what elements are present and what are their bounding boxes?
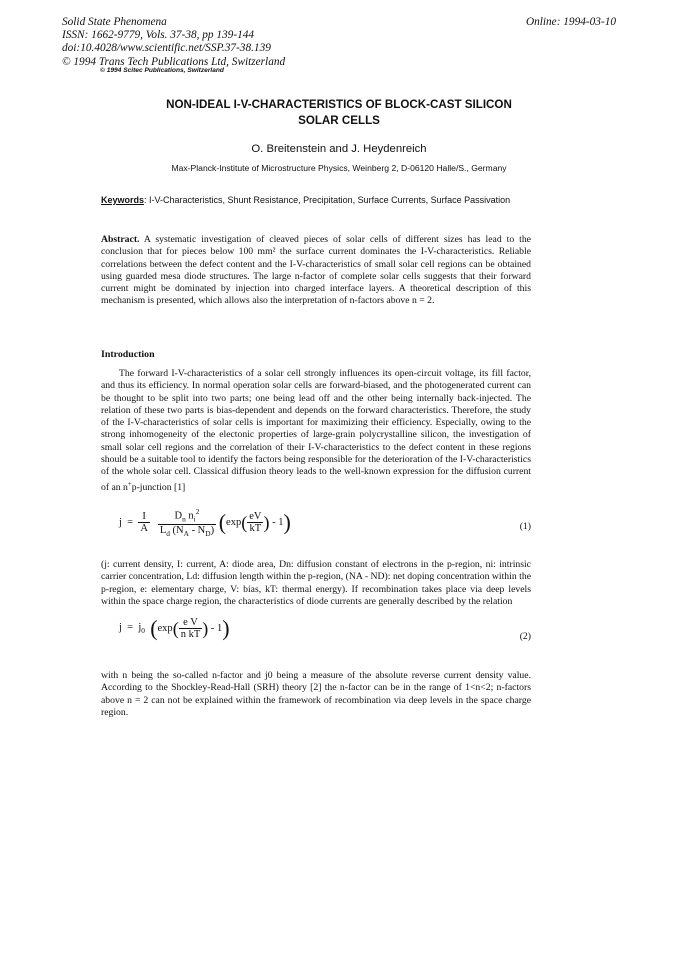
equation-2-formula: $j = j_0$ (exp( $\frac{\text{e V}}{\text{n kT}}$ ) - 1) <box>119 615 230 641</box>
equation-2 <box>101 617 531 657</box>
abstract-label: Abstract. <box>101 234 140 245</box>
affiliation: Max-Planck-Institute of Microstructure Physics, Weinberg 2, D-06120 Halle/S., Germany <box>171 163 507 173</box>
section-heading-introduction: Introduction <box>101 349 155 360</box>
journal-name: Solid State Phenomena <box>62 16 167 28</box>
equation-2-number: (2) <box>519 631 531 642</box>
keywords-label: Keywords <box>101 195 145 205</box>
abstract-text: A systematic investigation of cleaved pieces of solar cells of different sizes has lead to the conclusion that for pieces below 100 mm² the surface current dominates the I-V-characteristics. Reliable correlations between the defect content and the I-V-characteristics of small solar cell regions can be obtained using guarded mesa diode structures. The large n-factor of complete solar cells suggests that their forward current might be dominated by injection into charged interface layers. A theoretical description of this mechanism is presented, which allows also the interpretation of n-factors above n = 2. <box>101 234 531 307</box>
authors: O. Breitenstein and J. Heydenreich <box>251 143 427 155</box>
title-line-2: SOLAR CELLS <box>298 113 380 127</box>
equation-1-legend: (j: current density, I: current, A: diode area, Dn: diffusion constant of electrons in the p-region, ni: intrinsic carrier concentration, Ld: diffusion length within the p-region, (NA - ND): net doping concentration within the p-region, e: elementary charge, V: bias, kT: thermal energy). If recombination takes place via deep levels within the space charge region, the characteristics of diode currents are generally described by the relation <box>101 559 531 607</box>
issn-line: ISSN: 1662-9779, Vols. 37-38, pp 139-144 <box>62 29 255 42</box>
intro-paragraph-1: The forward I-V-characteristics of a solar cell strongly influences its open-circuit voltage, its fill factor, and thus its efficiency. In normal operation solar cells are forward-biased, and the photogenerated current can be thought to be split into two parts; one being lead off and the other being internally back-injected. The relation of these two parts is bias-dependent and depends on the forward characteristics. Therefore, the study of the I-V-characteristics of solar cells is important for maximizing their efficiency. Especially, owing to the strong inhomogeneity of the electonic properties of large-grain polycrystalline silicon, the investigation of small solar cell regions and the correlation of their I-V-characteristics to the defect content in these regions should be a suitable tool to identify the factors being responsible for the deterioration of the I-V-characteristics of the whole solar cell. Classical diffusion theory leads to the well-known expression for the diffusion current of an n+p-junction [1] <box>101 368 531 493</box>
publisher-note: © 1994 Scitec Publications, Switzerland <box>100 67 224 74</box>
keywords <box>101 195 531 207</box>
title-line-1: NON-IDEAL I-V-CHARACTERISTICS OF BLOCK-CAST SILICON <box>166 98 512 111</box>
abstract <box>101 234 531 308</box>
doi-line[interactable]: doi:10.4028/www.scientific.net/SSP.37-38.139 <box>62 42 271 55</box>
online-date: Online: 1994-03-10 <box>525 16 616 28</box>
keywords-text: : I-V-Characteristics, Shunt Resistance, Precipitation, Surface Currents, Surface Passivation <box>144 195 511 205</box>
equation-1-formula: j = $\frac{I}{A}$ $\frac{D_n n_i^2}{L_d (N_A - N_D)}$ (exp( $\frac{eV}{kT}$ ) - 1) <box>119 507 291 538</box>
equation-2-followup: with n being the so-called n-factor and j0 being a measure of the absolute reverse current density value. According to the Shockley-Read-Hall (SRH) theory [2] the n-factor can be in the range of 1<n<2; n-factors above n = 2 can not be explained within the framework of recombination via deep levels in the space charge region. <box>101 670 531 718</box>
equation-1 <box>101 507 531 547</box>
paper-title <box>60 97 618 128</box>
citation-block <box>62 16 285 69</box>
equation-1-number: (1) <box>519 521 531 532</box>
copyright-line: © 1994 Trans Tech Publications Ltd, Switzerland <box>62 55 286 68</box>
